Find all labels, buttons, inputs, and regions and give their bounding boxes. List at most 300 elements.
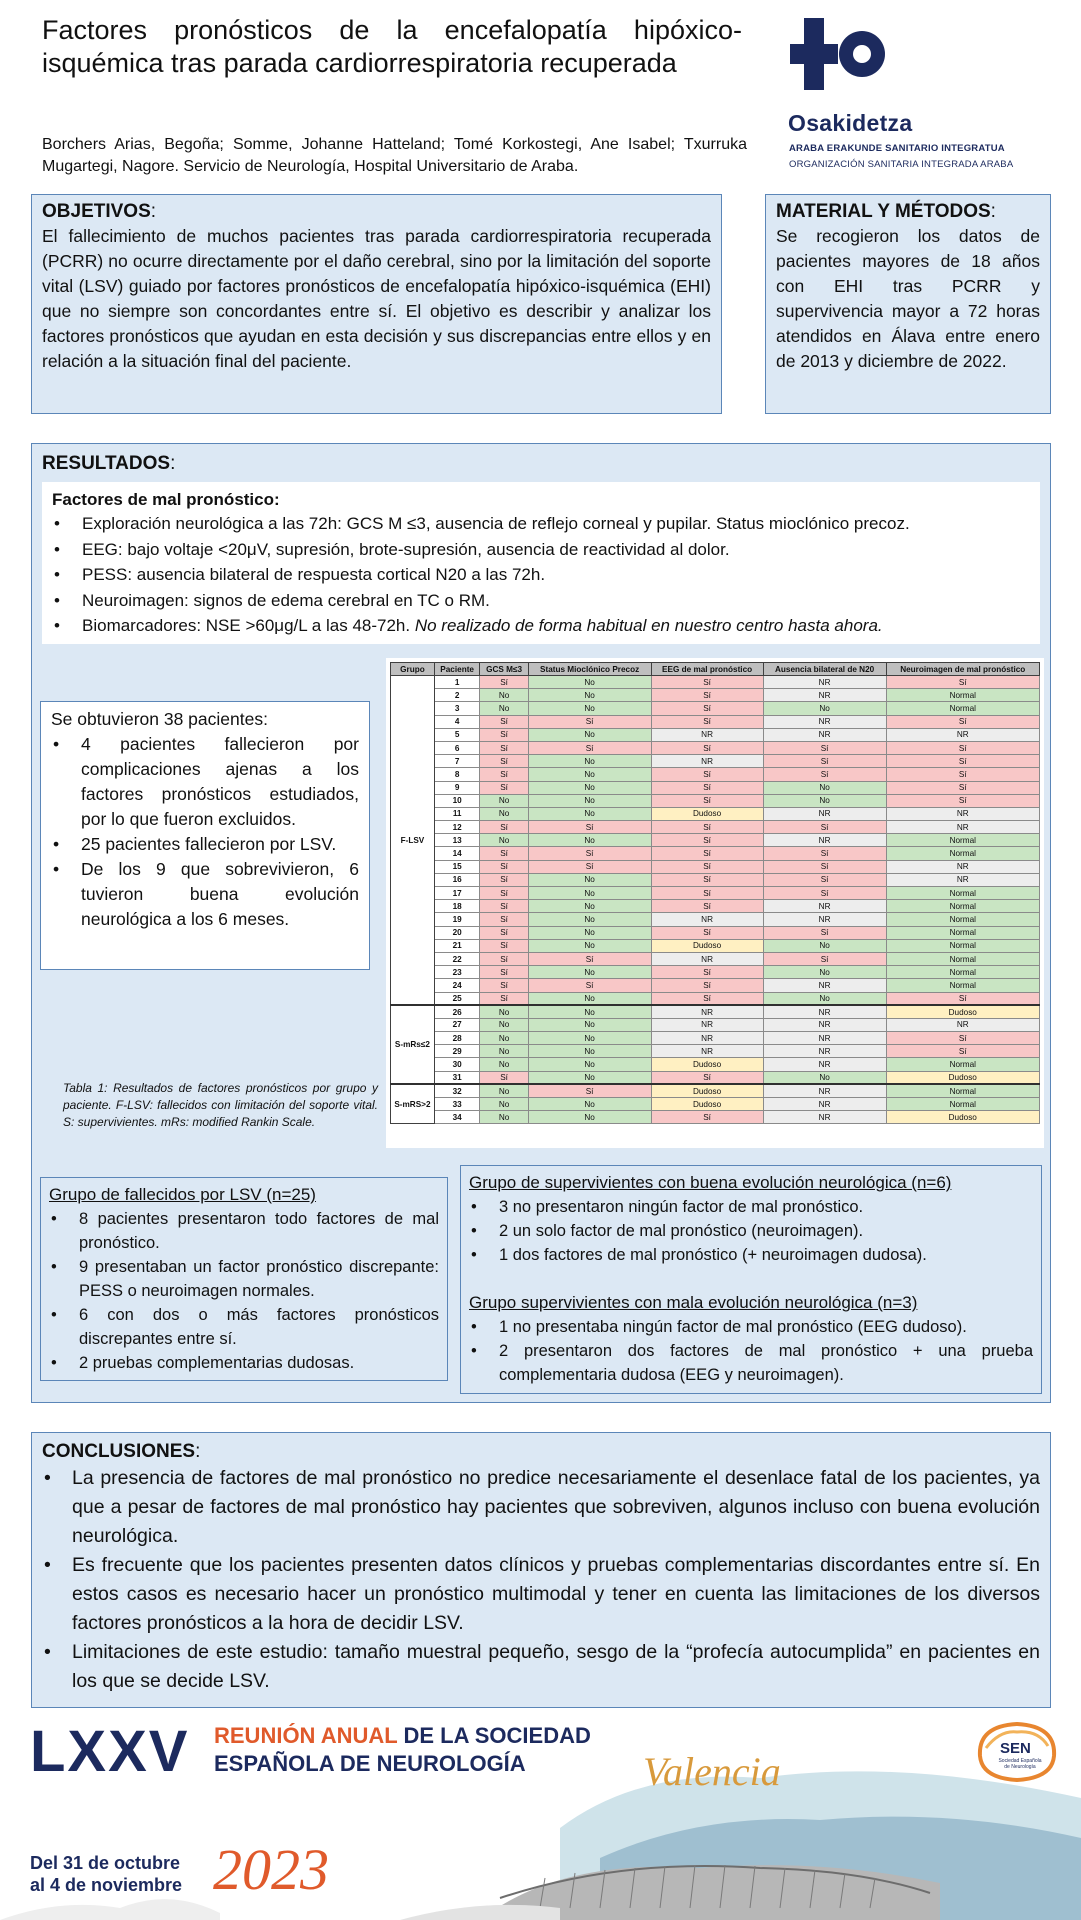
table-cell: No xyxy=(528,676,651,689)
table-row xyxy=(391,768,1040,781)
table-cell: Sí xyxy=(651,966,763,979)
table-cell: Sí xyxy=(528,979,651,992)
table-cell: Sí xyxy=(480,926,528,939)
table-patient-cell: 15 xyxy=(434,860,480,873)
table-cell: Dudoso xyxy=(886,1005,1039,1018)
table-cell: NR xyxy=(763,1111,886,1124)
table-cell: No xyxy=(480,702,528,715)
table-cell: Sí xyxy=(651,992,763,1005)
table-patient-cell: 10 xyxy=(434,794,480,807)
table-cell: No xyxy=(528,702,651,715)
table-cell: No xyxy=(528,1058,651,1071)
table-cell: Sí xyxy=(763,873,886,886)
table-row xyxy=(391,873,1040,886)
fallecidos-title: Grupo de fallecidos por LSV (n=25) xyxy=(49,1185,316,1204)
table-row xyxy=(391,926,1040,939)
table-cell: No xyxy=(480,1098,528,1111)
table-row xyxy=(391,966,1040,979)
buena-evolucion-item: • 2 un solo factor de mal pronóstico (neuroimagen). xyxy=(469,1219,1033,1243)
table-cell: Sí xyxy=(651,821,763,834)
table-patient-cell: 1 xyxy=(434,676,480,689)
table-row xyxy=(391,1098,1040,1111)
congress-year: 2023 xyxy=(213,1837,329,1902)
congress-dates-line-1: Del 31 de octubre xyxy=(30,1853,181,1873)
table-cell: Sí xyxy=(480,860,528,873)
table-cell: Sí xyxy=(651,979,763,992)
table-cell: Sí xyxy=(480,939,528,952)
table-cell: No xyxy=(480,689,528,702)
conclusiones-title: CONCLUSIONES xyxy=(42,1441,196,1462)
biomarcadores-note: No realizado de forma habitual en nuestro centro hasta ahora. xyxy=(414,616,883,635)
table-cell: No xyxy=(480,834,528,847)
table-cell: Sí xyxy=(651,715,763,728)
conclusiones-section xyxy=(31,1432,1051,1708)
buena-evolucion-item: • 3 no presentaron ningún factor de mal pronóstico. xyxy=(469,1195,1033,1219)
fallecidos-box xyxy=(40,1177,448,1381)
table-cell: NR xyxy=(763,715,886,728)
table-cell: Sí xyxy=(480,755,528,768)
conclusion-item: • Limitaciones de este estudio: tamaño muestral pequeño, sesgo de la “profecía autocumplida” en pacientes en los que se decide LSV. xyxy=(42,1638,1040,1696)
factores-list xyxy=(52,511,1030,639)
table-cell: Sí xyxy=(480,768,528,781)
table-row xyxy=(391,1071,1040,1084)
pacientes-item: • 4 pacientes fallecieron por complicaciones ajenas a los factores pronósticos estudiados, por lo que fueron excluidos. xyxy=(51,732,359,832)
table-cell: Sí xyxy=(528,715,651,728)
results-table-wrapper xyxy=(386,658,1044,1148)
table-cell: Sí xyxy=(886,768,1039,781)
table-cell: NR xyxy=(763,834,886,847)
table-cell: Normal xyxy=(886,952,1039,965)
resultados-colon: : xyxy=(170,453,176,474)
objetivos-colon: : xyxy=(150,201,157,222)
table-cell: NR xyxy=(886,860,1039,873)
table-cell: No xyxy=(528,1032,651,1045)
table-cell: Sí xyxy=(480,781,528,794)
table-cell: NR xyxy=(763,676,886,689)
table-cell: Sí xyxy=(763,887,886,900)
table-patient-cell: 29 xyxy=(434,1045,480,1058)
table-cell: Sí xyxy=(651,873,763,886)
table-cell: NR xyxy=(763,807,886,820)
table-cell: Normal xyxy=(886,1084,1039,1097)
table-cell: Dudoso xyxy=(886,1071,1039,1084)
table-patient-cell: 14 xyxy=(434,847,480,860)
table-patient-cell: 33 xyxy=(434,1098,480,1111)
table-cell: No xyxy=(528,1018,651,1031)
table-row xyxy=(391,939,1040,952)
table-cell: Sí xyxy=(651,860,763,873)
pacientes-item: • 25 pacientes fallecieron por LSV. xyxy=(51,832,359,857)
table-cell: No xyxy=(763,966,886,979)
pacientes-summary-box xyxy=(40,701,370,970)
table-row xyxy=(391,952,1040,965)
table-cell: NR xyxy=(651,952,763,965)
table-cell: No xyxy=(528,966,651,979)
mala-evolucion-item: • 1 no presentaba ningún factor de mal pronóstico (EEG dudoso). xyxy=(469,1315,1033,1339)
table-cell: No xyxy=(528,1111,651,1124)
table-body xyxy=(391,676,1040,1124)
table-cell: No xyxy=(528,728,651,741)
table-cell: Sí xyxy=(480,952,528,965)
table-cell: Sí xyxy=(528,847,651,860)
table-patient-cell: 5 xyxy=(434,728,480,741)
table-cell: Sí xyxy=(480,900,528,913)
table-cell: NR xyxy=(651,913,763,926)
table-cell: No xyxy=(528,689,651,702)
factor-item: • EEG: bajo voltaje <20μV, supresión, brote-supresión, ausencia de reactividad al dolor. xyxy=(52,537,1030,563)
table-patient-cell: 34 xyxy=(434,1111,480,1124)
mala-evolucion-item: • 2 presentaron dos factores de mal pronóstico + una prueba complementaria dudosa (EEG y neuroimagen). xyxy=(469,1339,1033,1387)
table-cell: Normal xyxy=(886,834,1039,847)
table-cell: Sí xyxy=(886,676,1039,689)
objetivos-section xyxy=(31,194,722,414)
table-row xyxy=(391,689,1040,702)
fallecidos-item: • 9 presentaban un factor pronóstico discrepante: PESS o neuroimagen normales. xyxy=(49,1255,439,1303)
table-cell: NR xyxy=(651,1045,763,1058)
biomarcadores-text: Biomarcadores: NSE >60μg/L a las 48-72h. xyxy=(82,616,415,635)
pacientes-item: • De los 9 que sobrevivieron, 6 tuvieron buena evolución neurológica a los 6 meses. xyxy=(51,857,359,932)
table-patient-cell: 19 xyxy=(434,913,480,926)
table-cell: Sí xyxy=(886,741,1039,754)
table-cell: NR xyxy=(651,1032,763,1045)
table-cell: No xyxy=(480,1018,528,1031)
table-cell: Sí xyxy=(763,860,886,873)
mala-evolucion-title: Grupo supervivientes con mala evolución neurológica (n=3) xyxy=(469,1293,918,1312)
congress-name-line-1 xyxy=(214,1722,591,1749)
table-cell: Sí xyxy=(651,926,763,939)
table-row xyxy=(391,676,1040,689)
table-row xyxy=(391,1018,1040,1031)
table-row xyxy=(391,794,1040,807)
table-cell: Sí xyxy=(651,689,763,702)
table-cell: Sí xyxy=(480,715,528,728)
table-cell: Sí xyxy=(651,847,763,860)
table-cell: Sí xyxy=(480,847,528,860)
table-cell: No xyxy=(763,702,886,715)
table-cell: No xyxy=(528,926,651,939)
table-cell: Sí xyxy=(480,913,528,926)
table-cell: Sí xyxy=(651,794,763,807)
authors: Borchers Arias, Begoña; Somme, Johanne Hatteland; Tomé Korkostegi, Ane Isabel; Txurruka Mugartegi, Nagore. Servicio de Neurología, Hospital Universitario de Araba. xyxy=(42,136,747,175)
table-row xyxy=(391,834,1040,847)
table-row xyxy=(391,992,1040,1005)
table-cell: No xyxy=(763,794,886,807)
factores-title: Factores de mal pronóstico: xyxy=(52,490,280,509)
table-cell: Sí xyxy=(480,728,528,741)
fallecidos-item: • 8 pacientes presentaron todo factores de mal pronóstico. xyxy=(49,1207,439,1255)
table-cell: Sí xyxy=(480,887,528,900)
table-cell: No xyxy=(480,807,528,820)
table-cell: NR xyxy=(886,728,1039,741)
objetivos-heading xyxy=(42,200,711,224)
table-cell: NR xyxy=(886,1018,1039,1031)
table-cell: Sí xyxy=(480,966,528,979)
osakidetza-logo xyxy=(786,14,1066,182)
table-row xyxy=(391,979,1040,992)
congress-number: LXXV xyxy=(30,1719,190,1784)
poster-title: Factores pronósticos de la encefalopatía hipóxico-isquémica tras parada cardiorrespiratoria recuperada xyxy=(42,15,742,78)
table-group-cell: F-LSV xyxy=(391,676,435,1006)
table-cell: Normal xyxy=(886,847,1039,860)
table-cell: NR xyxy=(886,821,1039,834)
resultados-heading xyxy=(42,452,175,476)
conclusion-item: • La presencia de factores de mal pronóstico no predice necesariamente el desenlace fatal de los pacientes, ya que a pesar de factores de mal pronóstico hay pacientes que sobreviven, algunos incluso con buena evolución neurológica. xyxy=(42,1464,1040,1551)
objetivos-title: OBJETIVOS xyxy=(42,201,151,222)
table-cell: No xyxy=(480,1084,528,1097)
table-header-cell: Ausencia bilateral de N20 xyxy=(763,663,886,676)
table-cell: NR xyxy=(651,728,763,741)
table-cell: No xyxy=(528,768,651,781)
table-cell: No xyxy=(528,1005,651,1018)
table-patient-cell: 2 xyxy=(434,689,480,702)
table-cell: Normal xyxy=(886,966,1039,979)
fallecidos-item: • 2 pruebas complementarias dudosas. xyxy=(49,1351,439,1375)
table-cell: No xyxy=(480,794,528,807)
table-cell: No xyxy=(528,755,651,768)
table-patient-cell: 26 xyxy=(434,1005,480,1018)
material-title: MATERIAL Y MÉTODOS xyxy=(776,201,991,222)
table-row xyxy=(391,1084,1040,1097)
table-row xyxy=(391,1005,1040,1018)
table-row xyxy=(391,847,1040,860)
table-cell: NR xyxy=(651,1018,763,1031)
table-cell: NR xyxy=(763,689,886,702)
table-cell: Normal xyxy=(886,939,1039,952)
table-row xyxy=(391,1045,1040,1058)
pacientes-lead: Se obtuvieron 38 pacientes: xyxy=(51,709,268,729)
table-cell: Dudoso xyxy=(651,1058,763,1071)
table-group-cell: S-mRs≤2 xyxy=(391,1005,435,1084)
table-cell: Sí xyxy=(886,794,1039,807)
table-cell: Sí xyxy=(528,821,651,834)
table-cell: NR xyxy=(763,1058,886,1071)
table-cell: Sí xyxy=(763,926,886,939)
table-cell: No xyxy=(763,1071,886,1084)
table-header-cell: GCS M≤3 xyxy=(480,663,528,676)
resultados-section xyxy=(31,443,1051,1403)
table-cell: NR xyxy=(763,900,886,913)
factor-item: • Neuroimagen: signos de edema cerebral en TC o RM. xyxy=(52,588,1030,614)
congress-name-accent: REUNIÓN ANUAL xyxy=(214,1723,404,1748)
table-cell: Sí xyxy=(651,702,763,715)
table-cell: No xyxy=(763,939,886,952)
table-patient-cell: 17 xyxy=(434,887,480,900)
table-patient-cell: 8 xyxy=(434,768,480,781)
table-row xyxy=(391,741,1040,754)
table-cell: Sí xyxy=(651,887,763,900)
table-cell: Sí xyxy=(886,781,1039,794)
table-cell: Sí xyxy=(651,900,763,913)
table-patient-cell: 9 xyxy=(434,781,480,794)
table-cell: NR xyxy=(763,913,886,926)
table-cell: Sí xyxy=(480,873,528,886)
table-row xyxy=(391,900,1040,913)
congress-city: Valencia xyxy=(643,1749,781,1794)
table-patient-cell: 13 xyxy=(434,834,480,847)
conclusiones-list xyxy=(42,1464,1040,1696)
table-cell: No xyxy=(480,1005,528,1018)
conclusiones-colon: : xyxy=(195,1441,201,1462)
material-heading xyxy=(776,200,1040,224)
table-cell: Normal xyxy=(886,887,1039,900)
table-cell: Sí xyxy=(886,755,1039,768)
table-cell: NR xyxy=(763,1018,886,1031)
table-cell: Sí xyxy=(528,952,651,965)
table-cell: Sí xyxy=(651,676,763,689)
table-cell: Sí xyxy=(528,860,651,873)
resultados-title: RESULTADOS xyxy=(42,453,171,474)
table-row xyxy=(391,1032,1040,1045)
conclusiones-heading xyxy=(42,1440,1040,1464)
table-cell: Dudoso xyxy=(651,939,763,952)
table-cell: Normal xyxy=(886,913,1039,926)
pacientes-list xyxy=(51,732,359,932)
table-patient-cell: 4 xyxy=(434,715,480,728)
table-cell: No xyxy=(528,1045,651,1058)
table-cell: Sí xyxy=(886,992,1039,1005)
table-cell: Sí xyxy=(763,755,886,768)
table-cell: No xyxy=(763,781,886,794)
table-patient-cell: 23 xyxy=(434,966,480,979)
table-cell: NR xyxy=(763,728,886,741)
table-cell: No xyxy=(528,1098,651,1111)
buena-evolucion-item: • 1 dos factores de mal pronóstico (+ neuroimagen dudosa). xyxy=(469,1243,1033,1267)
table-cell: Normal xyxy=(886,926,1039,939)
table-row xyxy=(391,807,1040,820)
table-row xyxy=(391,715,1040,728)
table-cell: Sí xyxy=(651,741,763,754)
table-patient-cell: 3 xyxy=(434,702,480,715)
supervivientes-box xyxy=(460,1165,1042,1394)
table-cell: Sí xyxy=(651,1071,763,1084)
table-cell: NR xyxy=(651,755,763,768)
table-caption: Tabla 1: Resultados de factores pronósticos por grupo y paciente. F-LSV: fallecidos con limitación del soporte vital. S: supervivientes. mRs: modified Rankin Scale. xyxy=(63,1081,378,1129)
table-patient-cell: 21 xyxy=(434,939,480,952)
table-patient-cell: 25 xyxy=(434,992,480,1005)
table-cell: Normal xyxy=(886,979,1039,992)
factores-mal-pronostico-box xyxy=(42,482,1040,644)
table-cell: Sí xyxy=(651,768,763,781)
table-cell: Sí xyxy=(763,952,886,965)
table-cell: Sí xyxy=(763,847,886,860)
table-cell: Sí xyxy=(480,1071,528,1084)
table-row xyxy=(391,913,1040,926)
table-cell: Normal xyxy=(886,702,1039,715)
table-cell: Sí xyxy=(651,781,763,794)
table-cell: Sí xyxy=(480,676,528,689)
table-header-cell: Neuroimagen de mal pronóstico xyxy=(886,663,1039,676)
mala-evolucion-list xyxy=(469,1315,1033,1387)
table-cell: No xyxy=(528,781,651,794)
congress-name-dark: DE LA SOCIEDAD xyxy=(403,1723,591,1748)
table-patient-cell: 18 xyxy=(434,900,480,913)
table-row xyxy=(391,781,1040,794)
table-cell: No xyxy=(528,834,651,847)
table-patient-cell: 31 xyxy=(434,1071,480,1084)
table-cell: No xyxy=(528,939,651,952)
table-patient-cell: 11 xyxy=(434,807,480,820)
table-cell: NR xyxy=(763,1005,886,1018)
table-cell: No xyxy=(480,1032,528,1045)
table-cell: NR xyxy=(886,807,1039,820)
buena-evolucion-title: Grupo de supervivientes con buena evolución neurológica (n=6) xyxy=(469,1173,952,1192)
congress-footer-banner xyxy=(0,1708,1081,1920)
material-metodos-section xyxy=(765,194,1051,414)
table-patient-cell: 6 xyxy=(434,741,480,754)
table-cell: NR xyxy=(763,1032,886,1045)
table-cell: Sí xyxy=(763,821,886,834)
material-text: Se recogieron los datos de pacientes mayores de 18 años con EHI tras PCRR y supervivencia mayor a 72 horas atendidos en Álava entre enero de 2013 y diciembre de 2022. xyxy=(776,226,1040,371)
table-patient-cell: 32 xyxy=(434,1084,480,1097)
table-row xyxy=(391,728,1040,741)
sen-logo-subtext: Sociedad Española de Neurología xyxy=(998,1758,1042,1770)
table-cell: Sí xyxy=(480,992,528,1005)
table-cell: Sí xyxy=(763,768,886,781)
logo-line-1: ARABA ERAKUNDE SANITARIO INTEGRATUA xyxy=(789,143,1005,154)
table-cell: Sí xyxy=(651,1111,763,1124)
table-cell: No xyxy=(528,992,651,1005)
table-patient-cell: 12 xyxy=(434,821,480,834)
factor-item: • PESS: ausencia bilateral de respuesta cortical N20 a las 72h. xyxy=(52,562,1030,588)
table-row xyxy=(391,1058,1040,1071)
table-cell: Normal xyxy=(886,689,1039,702)
table-cell: NR xyxy=(763,1045,886,1058)
table-cell: Dudoso xyxy=(651,1098,763,1111)
table-row xyxy=(391,1111,1040,1124)
table-cell: Sí xyxy=(480,821,528,834)
table-patient-cell: 24 xyxy=(434,979,480,992)
table-cell: NR xyxy=(886,873,1039,886)
fallecidos-item: • 6 con dos o más factores pronósticos discrepantes entre sí. xyxy=(49,1303,439,1351)
table-row xyxy=(391,821,1040,834)
fallecidos-list xyxy=(49,1207,439,1375)
table-cell: Dudoso xyxy=(651,807,763,820)
table-cell: NR xyxy=(651,1005,763,1018)
table-patient-cell: 7 xyxy=(434,755,480,768)
table-patient-cell: 20 xyxy=(434,926,480,939)
table-cell: Sí xyxy=(528,1084,651,1097)
table-cell: No xyxy=(528,807,651,820)
osakidetza-cross-icon xyxy=(786,14,896,94)
table-header-cell: EEG de mal pronóstico xyxy=(651,663,763,676)
table-cell: Sí xyxy=(886,1032,1039,1045)
table-cell: Sí xyxy=(480,741,528,754)
table-cell: No xyxy=(528,900,651,913)
table-row xyxy=(391,755,1040,768)
conclusion-item: • Es frecuente que los pacientes presenten datos clínicos y pruebas complementarias discordantes entre sí. En estos casos es necesario hacer un pronóstico multimodal y tener en cuenta las limitaciones de los diversos factores pronósticos a la hora de decidir LSV. xyxy=(42,1551,1040,1638)
table-header-cell: Grupo xyxy=(391,663,435,676)
table-cell: No xyxy=(480,1058,528,1071)
logo-line-2: ORGANIZACIÓN SANITARIA INTEGRADA ARABA xyxy=(789,159,1014,170)
table-cell: No xyxy=(528,1071,651,1084)
congress-dates-line-2: al 4 de noviembre xyxy=(30,1875,183,1895)
table-header-cell: Paciente xyxy=(434,663,480,676)
table-cell: No xyxy=(480,1045,528,1058)
table-cell: Normal xyxy=(886,1098,1039,1111)
table-group-cell: S-mRS>2 xyxy=(391,1084,435,1124)
table-patient-cell: 30 xyxy=(434,1058,480,1071)
table-cell: No xyxy=(528,887,651,900)
table-row xyxy=(391,887,1040,900)
table-patient-cell: 16 xyxy=(434,873,480,886)
table-cell: Dudoso xyxy=(651,1084,763,1097)
factor-item: • Exploración neurológica a las 72h: GCS M ≤3, ausencia de reflejo corneal y pupilar. Status mioclónico precoz. xyxy=(52,511,1030,537)
table-cell: NR xyxy=(763,1084,886,1097)
factor-item-biomarcadores xyxy=(52,613,1030,639)
sen-logo xyxy=(970,1716,1064,1786)
table-cell: Sí xyxy=(886,715,1039,728)
results-table xyxy=(390,662,1040,1124)
